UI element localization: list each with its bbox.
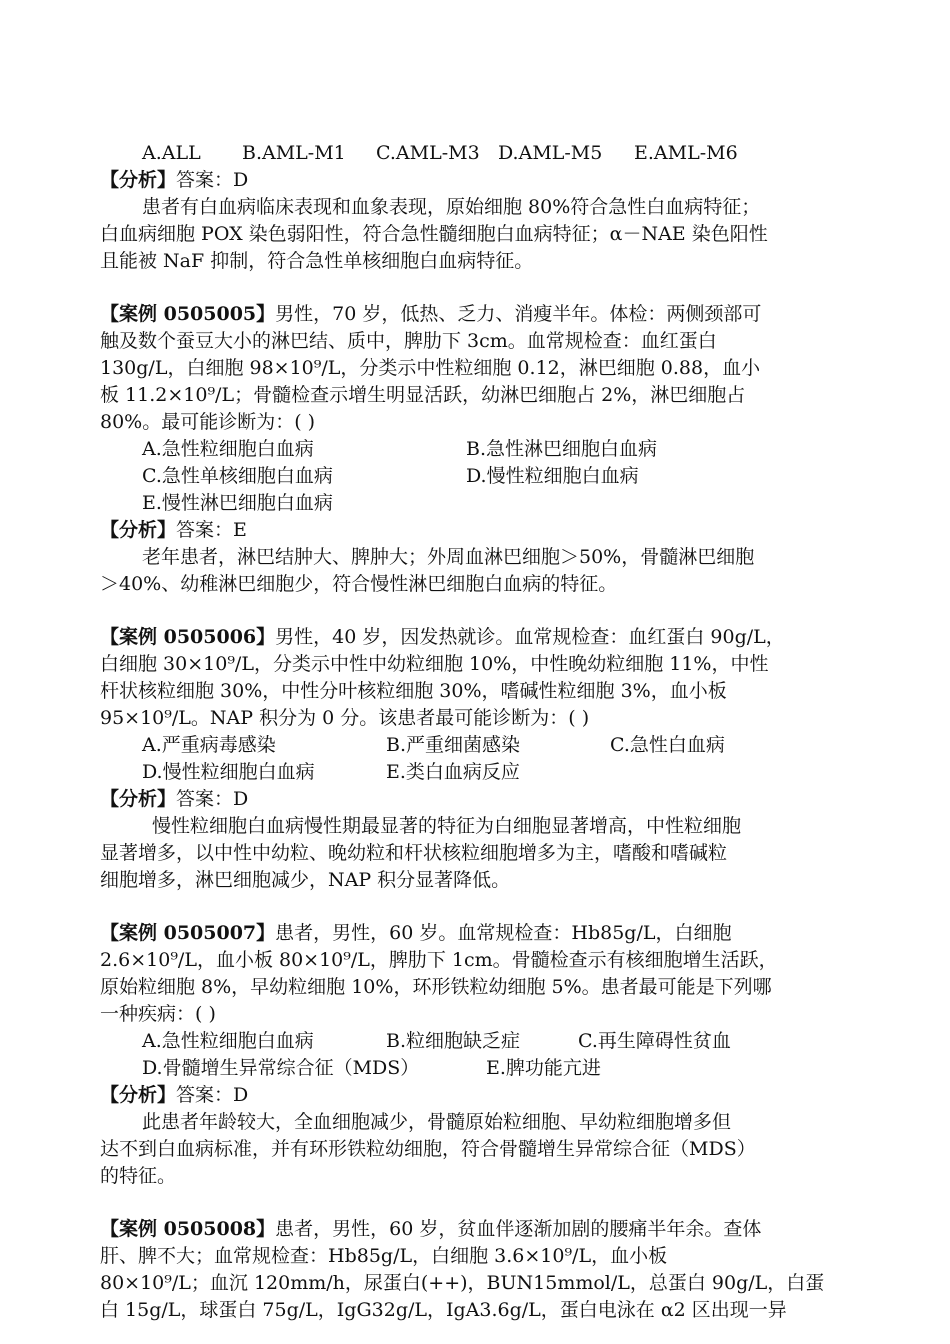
analysis-line: ＞40%、幼稚淋巴细胞少，符合慢性淋巴细胞白血病的特征。 [100,573,618,595]
option-d: D.慢性粒细胞白血病 [466,465,639,487]
option-b: B.粒细胞缺乏症 [386,1030,521,1052]
answer: 答案：D [176,1084,249,1106]
case-stem-line: 95×10⁹/L。NAP 积分为 0 分。该患者最可能诊断为：( ) [100,707,590,729]
analysis-line: 白血病细胞 POX 染色弱阳性，符合急性髓细胞白血病特征；α－NAE 染色阳性 [100,223,768,245]
option-e: E.脾功能亢进 [486,1057,601,1079]
option-c: C.急性单核细胞白血病 [142,465,333,487]
analysis-header [100,1082,858,1109]
case-label: 【案例 0505008】 [100,1218,276,1240]
option-b: B.严重细菌感染 [386,734,521,756]
analysis-line: 达不到白血病标准，并有环形铁粒幼细胞，符合骨髓增生异常综合征（MDS） [100,1138,756,1160]
case-stem-line [100,624,858,651]
case-stem-line: 触及数个蚕豆大小的淋巴结、质中，脾肋下 3cm。血常规检查：血红蛋白 [100,330,717,352]
case-stem-line [100,301,858,328]
answer: 答案：D [176,788,249,810]
case-label: 【案例 0505006】 [100,626,276,648]
option-b: B.AML-M1 [242,142,346,164]
case-stem-line: 白 15g/L，球蛋白 75g/L，IgG32g/L，IgA3.6g/L，蛋白电泳在 α2 区出现一异 [100,1299,787,1321]
options-row [100,732,858,759]
case-stem-line: 130g/L，白细胞 98×10⁹/L，分类示中性粒细胞 0.12，淋巴细胞 0.88，血小 [100,357,761,379]
analysis-line: 此患者年龄较大，全血细胞减少，骨髓原始粒细胞、早幼粒细胞增多但 [142,1111,732,1133]
option-c: C.急性白血病 [610,734,725,756]
analysis-label: 【分析】 [100,169,177,191]
case-stem-text: 患者，男性，60 岁，贫血伴逐渐加剧的腰痛半年余。查体 [275,1218,762,1240]
option-a: A.ALL [142,142,201,164]
case-stem-text: 男性，40 岁，因发热就诊。血常规检查：血红蛋白 90g/L， [275,626,785,648]
options-row [100,759,858,786]
option-c: C.AML-M3 [376,142,480,164]
option-e: E.慢性淋巴细胞白血病 [142,492,333,514]
case-stem-line: 杆状核粒细胞 30%，中性分叶核粒细胞 30%，嗜碱性粒细胞 3%，血小板 [100,680,727,702]
answer: 答案：E [176,519,247,541]
option-d: D.慢性粒细胞白血病 [142,761,315,783]
analysis-line: 的特征。 [100,1165,177,1187]
analysis-label: 【分析】 [100,788,177,810]
analysis-line: 细胞增多，淋巴细胞减少，NAP 积分显著降低。 [100,869,511,891]
case-stem-line: 原始粒细胞 8%，早幼粒细胞 10%，环形铁粒幼细胞 5%。患者最可能是下列哪 [100,976,772,998]
case-stem-line: 80%。最可能诊断为：( ) [100,411,316,433]
analysis-header [100,167,858,194]
answer: 答案：D [176,169,249,191]
case-stem-text: 男性，70 岁，低热、乏力、消瘦半年。体检：两侧颈部可 [275,303,762,325]
option-d: D.骨髓增生异常综合征（MDS） [142,1057,420,1079]
analysis-header [100,517,858,544]
analysis-line: 慢性粒细胞白血病慢性期最显著的特征为白细胞显著增高，中性粒细胞 [152,815,742,837]
case-stem-line: 肝、脾不大；血常规检查：Hb85g/L，白细胞 3.6×10⁹/L，血小板 [100,1245,668,1267]
option-c: C.再生障碍性贫血 [578,1030,731,1052]
analysis-label: 【分析】 [100,519,177,541]
option-e: E.AML-M6 [634,142,738,164]
case-stem-line: 2.6×10⁹/L，血小板 80×10⁹/L，脾肋下 1cm。骨髓检查示有核细胞增生活跃， [100,949,778,971]
analysis-label: 【分析】 [100,1084,177,1106]
option-d: D.AML-M5 [498,142,603,164]
case-stem-line [100,1216,858,1243]
document-page [100,140,858,1324]
options-row [100,463,858,490]
option-b: B.急性淋巴细胞白血病 [466,438,658,460]
option-a: A.严重病毒感染 [142,734,276,756]
analysis-line: 显著增多，以中性中幼粒、晚幼粒和杆状核粒细胞增多为主，嗜酸和嗜碱粒 [100,842,728,864]
options-row [100,436,858,463]
case-stem-line: 一种疾病：( ) [100,1003,216,1025]
option-a: A.急性粒细胞白血病 [142,438,314,460]
options-row [100,140,858,167]
options-row [100,490,858,517]
option-a: A.急性粒细胞白血病 [142,1030,314,1052]
case-stem-line: 板 11.2×10⁹/L；骨髓检查示增生明显活跃，幼淋巴细胞占 2%，淋巴细胞占 [100,384,746,406]
case-stem-text: 患者，男性，60 岁。血常规检查：Hb85g/L，白细胞 [275,922,732,944]
case-label: 【案例 0505007】 [100,922,276,944]
case-stem-line: 80×10⁹/L；血沉 120mm/h，尿蛋白(++)，BUN15mmol/L，总蛋白 90g/L，白蛋 [100,1272,825,1294]
analysis-line: 老年患者，淋巴结肿大、脾肿大；外周血淋巴细胞＞50%，骨髓淋巴细胞 [142,546,755,568]
analysis-line: 患者有白血病临床表现和血象表现，原始细胞 80%符合急性白血病特征； [142,196,761,218]
option-e: E.类白血病反应 [386,761,520,783]
case-label: 【案例 0505005】 [100,303,276,325]
analysis-line: 且能被 NaF 抑制，符合急性单核细胞白血病特征。 [100,250,534,272]
options-row [100,1055,858,1082]
case-stem-line [100,920,858,947]
options-row [100,1028,858,1055]
case-stem-line: 白细胞 30×10⁹/L，分类示中性中幼粒细胞 10%，中性晚幼粒细胞 11%，中性 [100,653,769,675]
analysis-header [100,786,858,813]
